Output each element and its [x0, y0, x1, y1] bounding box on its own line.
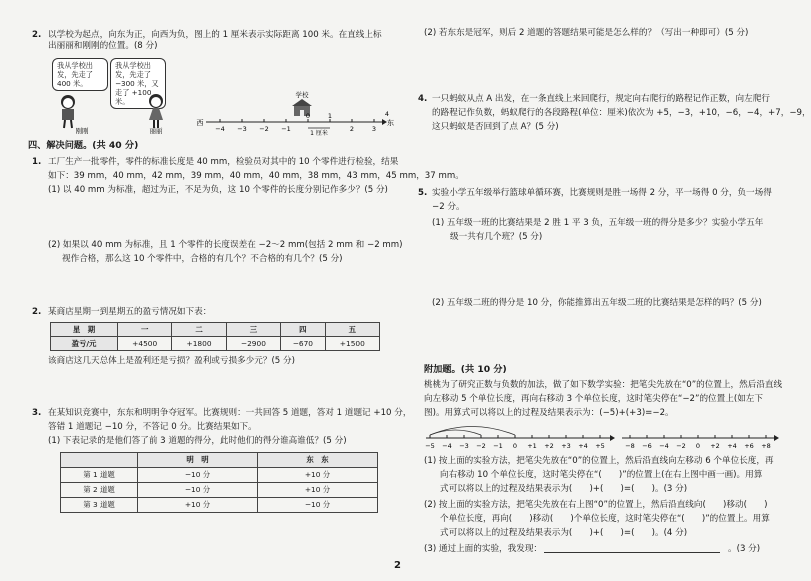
extra-s2b: 个单位长度，再向( )移动( )个单位长度，这时笔尖停在“( )”的位置上。用算 [440, 514, 770, 524]
label-west: 西 [196, 119, 204, 127]
table-header: 二 [172, 323, 226, 337]
table-cell: +1800 [172, 337, 226, 351]
tick-label: −6 [642, 442, 652, 450]
extra-s3: (3) 通过上面的实验，我发现： [424, 544, 543, 554]
table-cell: +10 分 [258, 468, 378, 483]
tick-label: +1 [527, 442, 537, 450]
profit-loss-table [50, 322, 380, 351]
tick-label: 4 [384, 110, 390, 118]
table-header: 一 [118, 323, 172, 337]
tick-label: 3 [371, 125, 377, 133]
table-cell: +10 分 [138, 498, 258, 513]
p5-line2: −2 分。 [432, 202, 465, 212]
p3-line2: 答错 1 道题记 −10 分，不答记 0 分。比赛结果如下。 [48, 422, 257, 432]
p1-line1: 工厂生产一批零件，零件的标准长度是 40 mm，检验员对其中的 10 个零件进行检验，结果 [48, 157, 399, 167]
tick-label: −1 [281, 125, 291, 133]
extra-s3-end: 。(3 分) [728, 544, 761, 554]
tick-label: 0 [305, 112, 311, 120]
label-lili: 丽丽 [149, 127, 163, 135]
p4-line2: 的路程记作负数，蚂蚁爬行的各段路程(单位：厘米)依次为 +5，−3，+10，−6，−4，+7，−9， [432, 108, 811, 118]
p4-number: 4. [418, 94, 428, 104]
tick-label: 2 [349, 125, 355, 133]
tick-label: +5 [595, 442, 605, 450]
move-right-arc [430, 430, 481, 435]
tick-label: −1 [493, 442, 503, 450]
tick-label: +8 [761, 442, 771, 450]
table-header: 明 明 [138, 453, 258, 468]
p3-line1: 在某知识竞赛中，东东和明明争夺冠军。比赛规则：一共回答 5 道题，答对 1 道题记 +10 分， [48, 408, 412, 418]
extra-s2a: (2) 按上面的实验方法，把笔尖先放在右上图“0”的位置上，然后沿直线向( )移动( ) [424, 500, 768, 510]
p5-sub1b: 级一共有几个班？(5 分) [450, 232, 543, 242]
practice-number-line [622, 435, 779, 450]
p1-sub2a: (2) 如果以 40 mm 为标准，且 1 个零件的长度误差在 −2～2 mm(包括 2 mm 和 −2 mm) [48, 240, 403, 250]
label-unit: 1 厘米 [310, 130, 328, 137]
table-header: 东 东 [258, 453, 378, 468]
example-number-line [425, 427, 615, 451]
boy-figure-icon [61, 95, 75, 128]
extra-s1c: 式可以将以上的过程及结果表示为( )+( )=( )。(3 分) [440, 484, 688, 494]
extra-line1: 桃桃为了研究正数与负数的加法，做了如下数学实验：把笔尖先放在“0”的位置上，然后沿直线 [424, 380, 783, 390]
tick-label: +3 [561, 442, 571, 450]
label-gang: 刚刚 [75, 127, 89, 135]
tick-label: −4 [215, 125, 225, 133]
p3-sub1: (1) 下表记录的是他们答了前 3 道题的得分，此时他们的得分谁高谁低？(5 分) [48, 436, 347, 446]
table-row-label: 第 2 道题 [61, 483, 138, 498]
table-cell: −10 分 [258, 498, 378, 513]
tick-label: −3 [237, 125, 247, 133]
tick-label: 0 [695, 442, 701, 450]
p5-sub1a: (1) 五年级一班的比赛结果是 2 胜 1 平 3 负，五年级一班的得分是多少？实验小学五年 [432, 218, 764, 228]
tick-label: −4 [442, 442, 452, 450]
tick-label: +4 [578, 442, 588, 450]
table-header: 三 [226, 323, 280, 337]
table-cell: −2900 [226, 337, 280, 351]
speech-bubble-gang: 我从学校出发，先走了 400 米。 [52, 58, 108, 91]
extra-s1a: (1) 按上面的实验方法，把笔尖先放在“0”的位置上，然后沿直线向左移动 6 个单位长度，再 [424, 456, 774, 466]
p1-sub1: (1) 以 40 mm 为标准，超过为正，不足为负，这 10 个零件的长度分别记作多少？(5 分) [48, 185, 388, 195]
table-cell: +10 分 [258, 483, 378, 498]
tick-label: −5 [425, 442, 435, 450]
extra-line2: 向左移动 5 个单位长度，再向右移动 3 个单位长度，这时笔尖停在“−2”的位置上(如左下 [424, 394, 763, 404]
speech-bubble-lili: 我从学校出发，先走了 −300 米，又走了 +100 米。 [110, 58, 166, 109]
extra-s2c: 式可以将以上的过程及结果表示为( )+( )=( )。(4 分) [440, 528, 688, 538]
p1-line2: 如下：39 mm，40 mm，42 mm，39 mm，40 mm，40 mm，38 mm，43 mm，45 mm，37 mm。 [48, 171, 464, 181]
p5-line1: 实验小学五年级举行篮球单循环赛，比赛规则是胜一场得 2 分，平一场得 0 分，负一场得 [432, 188, 772, 198]
tick-label: −4 [659, 442, 669, 450]
label-east: 东 [387, 119, 394, 127]
tick-label: 0 [512, 442, 518, 450]
p2-number: 2. [32, 307, 42, 317]
table-cell: +1500 [325, 337, 379, 351]
section-4-title: 四、解决问题。(共 40 分) [28, 140, 139, 151]
tick-label: −2 [476, 442, 486, 450]
tick-label: −8 [625, 442, 635, 450]
p4-line3: 这只蚂蚁是否回到了点 A？(5 分) [432, 122, 559, 132]
p3-number: 3. [32, 408, 42, 418]
label-school: 学校 [295, 91, 309, 99]
answer-blank-line [544, 552, 720, 553]
q3-sub2: (2) 若东东是冠军，则后 2 道题的答题结果可能是怎么样的？（写出一种即可）(5 分) [424, 28, 749, 38]
p1-number: 1. [32, 157, 42, 167]
table-header: 星 期 [51, 323, 118, 337]
p4-line1: 一只蚂蚁从点 A 出发，在一条直线上来回爬行，规定向右爬行的路程记作正数，向左爬行 [432, 94, 770, 104]
table-header [61, 453, 138, 468]
table-cell: −670 [281, 337, 326, 351]
table-row-label: 盈亏/元 [51, 337, 118, 351]
tick-label: +4 [727, 442, 737, 450]
page-number: 2 [394, 560, 401, 571]
table-header: 四 [281, 323, 326, 337]
table-row-label: 第 1 道题 [61, 468, 138, 483]
table-header: 五 [325, 323, 379, 337]
tick-label: 1 [327, 112, 333, 120]
p2-question: 该商店这几天总体上是盈利还是亏损？盈利或亏损多少元？(5 分) [48, 356, 295, 366]
tick-label: −3 [459, 442, 469, 450]
table-cell: −10 分 [138, 468, 258, 483]
table-cell: −10 分 [138, 483, 258, 498]
girl-figure-icon [149, 94, 163, 128]
q2-number-line-figure [48, 88, 394, 144]
table-row-label: 第 3 道题 [61, 498, 138, 513]
tick-label: +6 [744, 442, 754, 450]
table-cell: +4500 [118, 337, 172, 351]
move-left-arc [430, 427, 515, 436]
extra-s1b: 向右移动 10 个单位长度，这时笔尖停在“( )”的位置上(在右上图中画一画)。用算 [440, 470, 763, 480]
tick-label: −2 [259, 125, 269, 133]
score-table [60, 452, 378, 513]
extra-line3: 图)。用算式可以将以上的过程及结果表示为：(−5)+(+3)=−2。 [424, 408, 674, 418]
tick-label: +2 [544, 442, 554, 450]
extra-title: 附加题。(共 10 分) [424, 364, 507, 375]
q2-text: 以学校为起点，向东为正，向西为负，图上的 1 厘米表示实际距离 100 米。在直线上标出丽丽和刚刚的位置。(8 分) [48, 30, 382, 51]
p1-sub2b: 视作合格，那么这 10 个零件中，合格的有几个？不合格的有几个？(5 分) [62, 254, 343, 264]
tick-label: +2 [710, 442, 720, 450]
extra-number-lines [424, 420, 780, 454]
tick-label: −2 [676, 442, 686, 450]
q2-number: 2. [32, 30, 42, 40]
p5-number: 5. [418, 188, 428, 198]
p5-sub2: (2) 五年级二班的得分是 10 分，你能推算出五年级二班的比赛结果是怎样的吗？(5 分) [432, 298, 762, 308]
p2-text: 某商店星期一到星期五的盈亏情况如下表： [48, 307, 212, 317]
